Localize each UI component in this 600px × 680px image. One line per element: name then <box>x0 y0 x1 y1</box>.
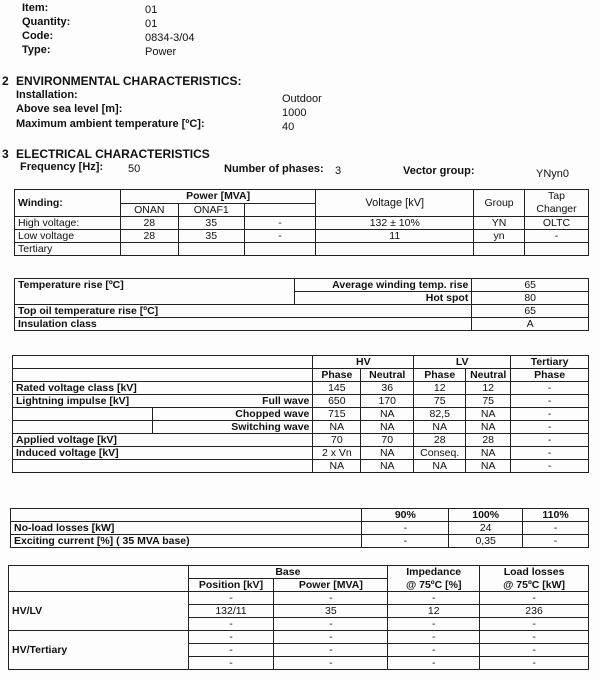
hv-header: HV <box>313 356 414 369</box>
table-row: Rated voltage class [kV] 145 36 12 12 - <box>13 382 589 395</box>
top-oil-value: 65 <box>472 305 589 318</box>
table-row: - - - - <box>9 657 589 670</box>
phases-value: 3 <box>335 165 342 177</box>
avg-winding-value: 65 <box>472 279 589 292</box>
max-temp-label: Maximum ambient temperature [ºC]: <box>16 118 205 130</box>
type-label: Type: <box>22 44 51 56</box>
quantity-label: Quantity: <box>22 16 71 28</box>
table-row: 132/11 35 12 236 <box>9 605 589 618</box>
insulation-table <box>12 355 589 473</box>
table-row: Switching wave NA NA NA NA - <box>13 421 589 434</box>
impedance-header-2: @ 75ºC [%] <box>388 579 480 592</box>
load-losses-header-2: @ 75ºC [kW] <box>480 579 589 592</box>
temp-rise-label: Temperature rise [ºC] <box>15 279 178 292</box>
onaf-header: ONAF1 <box>178 203 244 217</box>
table-row: Chopped wave 715 NA 82,5 NA - <box>13 408 589 421</box>
altitude-label: Above sea level [m]: <box>16 103 123 115</box>
losses-table <box>10 508 589 548</box>
item-label: Item: <box>22 2 49 14</box>
insulation-class-value: A <box>472 318 589 331</box>
hv-phase-header: Phase <box>313 369 361 382</box>
lv-phase-header: Phase <box>414 369 466 382</box>
env-section-title: ENVIRONMENTAL CHARACTERISTICS: <box>16 74 242 88</box>
table-row: HV/Tertiary - - - - <box>9 631 589 644</box>
avg-winding-label: Average winding temp. rise <box>295 279 472 292</box>
tap-changer-header: Tap Changer <box>525 190 589 217</box>
table-row: Applied voltage [kV] 70 70 28 28 - <box>13 434 589 447</box>
lv-neutral-header: Neutral <box>466 369 511 382</box>
table-row: Lightning impulse [kV] Full wave 650 170 75 75 - <box>13 395 589 408</box>
power-extra-header <box>244 203 316 217</box>
elec-section-title: ELECTRICAL CHARACTERISTICS <box>16 147 210 161</box>
power-header: Power [MVA] <box>120 190 316 204</box>
table-row: - - - - <box>9 644 589 657</box>
col-100-header: 100% <box>449 509 523 522</box>
top-oil-label: Top oil temperature rise [ºC] <box>15 305 295 318</box>
load-losses-header-1: Load losses <box>480 566 589 579</box>
frequency-label: Frequency [Hz]: <box>20 161 104 173</box>
lv-header: LV <box>414 356 511 369</box>
tertiary-header: Tertiary <box>511 356 589 369</box>
max-temp-value: 40 <box>282 121 295 133</box>
vector-group-value: YNyn0 <box>536 168 570 180</box>
power-mva-header: Power [MVA] <box>274 579 388 592</box>
col-110-header: 110% <box>523 509 589 522</box>
type-value: Power <box>145 46 177 58</box>
vector-group-label: Vector group: <box>403 165 475 177</box>
impedance-header-1: Impedance <box>388 566 480 579</box>
table-row: HV/LV - - - - <box>9 592 589 605</box>
winding-row: High voltage: 28 35 - 132 ± 10% YN OLTC <box>15 217 589 230</box>
item-value: 01 <box>145 4 158 16</box>
env-section-number: 2 <box>2 74 9 88</box>
winding-row: Low voltage 28 35 - 11 yn - <box>15 230 589 243</box>
installation-value: Outdoor <box>282 93 322 105</box>
voltage-header: Voltage [kV] <box>316 190 474 217</box>
onan-header: ONAN <box>120 203 178 217</box>
installation-label: Installation: <box>16 89 78 101</box>
position-header: Position [kV] <box>188 579 274 592</box>
elec-section-number: 3 <box>2 147 9 161</box>
table-row: - - - - <box>9 618 589 631</box>
phases-label: Number of phases: <box>224 163 324 175</box>
insulation-class-label: Insulation class <box>15 318 295 331</box>
hv-neutral-header: Neutral <box>361 369 414 382</box>
winding-row: Tertiary <box>15 243 589 256</box>
winding-header: Winding: <box>15 190 121 217</box>
code-label: Code: <box>22 30 54 42</box>
group-header: Group <box>474 190 525 217</box>
tertiary-phase-header: Phase <box>511 369 589 382</box>
base-header: Base <box>188 566 388 579</box>
hot-spot-label: Hot spot <box>295 292 472 305</box>
hot-spot-value: 80 <box>472 292 589 305</box>
temperature-table <box>14 278 589 331</box>
winding-table <box>14 189 589 256</box>
quantity-value: 01 <box>145 18 158 30</box>
impedance-table <box>8 565 589 670</box>
table-row: NA NA NA NA - <box>13 460 589 473</box>
altitude-value: 1000 <box>282 107 307 119</box>
hv-tertiary-label: HV/Tertiary <box>9 631 189 670</box>
col-90-header: 90% <box>362 509 449 522</box>
table-row: No-load losses [kW] - 24 - <box>11 522 589 535</box>
hv-lv-label: HV/LV <box>9 592 189 631</box>
table-row: Induced voltage [kV] 2 x Vn NA Conseq. NA - <box>13 447 589 460</box>
code-value: 0834-3/04 <box>145 32 195 44</box>
table-row: Exciting current [%] ( 35 MVA base) - 0,35 - <box>11 535 589 548</box>
frequency-value: 50 <box>128 163 141 175</box>
